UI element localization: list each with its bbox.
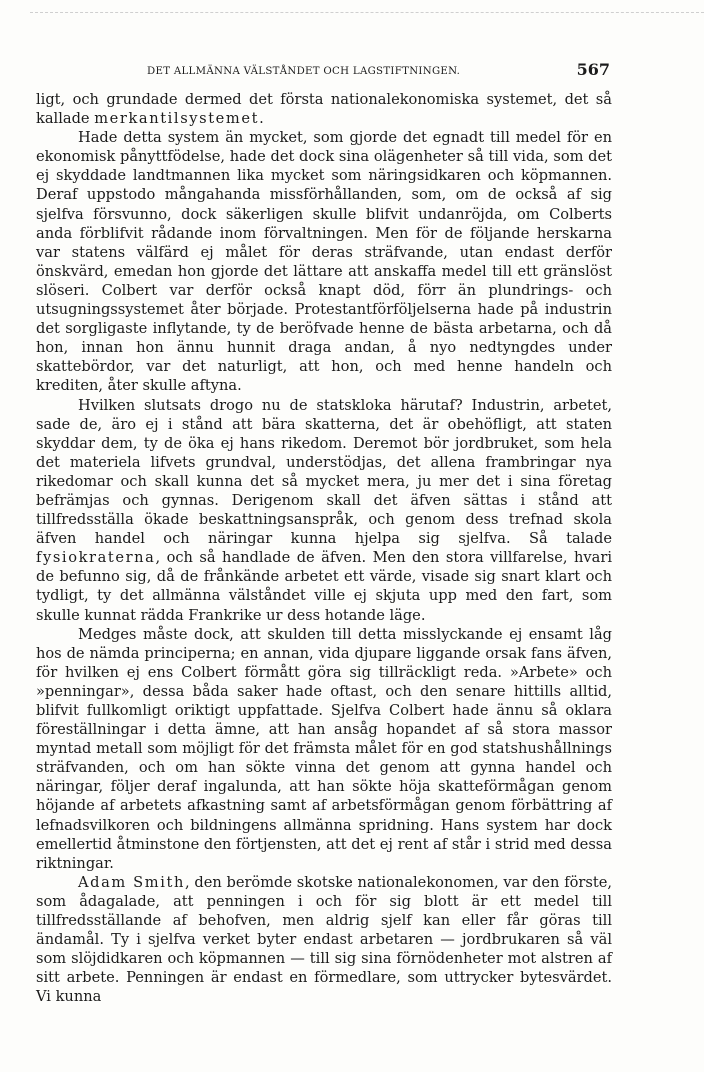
term-fysiokraterna: fysiokraterna	[36, 549, 156, 567]
text-run: .	[259, 110, 264, 128]
text-run: Hvilken slutsats drogo nu de statskloka härutaf? Industrin, arbetet, sade de, äro ej i stånd att bära skatterna, det är obehöfligt, att staten skyddar dem, ty de öka ej hans rikedom. Deremot bör jordbruket, som hela det materiela lifvets grundval, understödjas, det allena frambringar nya rikedomar och skall kunna det så mycket mera, ju mer det i sina företag befrämjas och gynnas. Derigenom skall det äfven sättas i stånd att tillfredsställa ökade beskattningsanspråk, och genom dess trefnad skola äfven handel och näringar kunna hjelpa sig sjelfva. Så talade	[36, 396, 612, 548]
text-run: , och så handlade de äfven. Men den stora villfarelse, hvari de befunno sig, då de frånkände arbetet ett värde, visade sig snart klart och tydligt, ty det allmänna välståndet ville ej skjuta upp med den fart, som skulle kunnat rädda Frankrike ur dess hotande läge.	[36, 549, 612, 624]
text-run: Hade detta system än mycket, som gjorde det egnadt till medel för en ekonomisk pånyttfödelse, hade det dock sina olägenheter så till vida, som det ej skyddade landtmannen lika mycket som näringsidkaren och köpmannen. Deraf uppstodo mångahanda missförhållanden, som, om de också af sig sjelfva försvunno, dock säkerligen skulle blifvit undanröjda, om Colberts anda förblifvit rådande inom förvaltningen. Men för de följande herskarna var statens välfärd ej målet för deras sträfvande, utan endast derför önskvärd, emedan hon gjorde det lättare att anskaffa medel till ett gränslöst slöseri. Colbert var derför också knapt död, förr än plundrings- och utsugningssystemet åter började. Protestantförföljelserna hade på industrin det sorgligaste inflytande, ty de beröfvade henne de bästa arbetarna, och då hon, innan hon ännu hunnit draga andan, å nyo nedtyngdes under skattebördor, var det naturligt, att hon, och med henne handeln och krediten, åter skulle aftyna.	[36, 129, 612, 395]
paragraph-5	[36, 873, 612, 1007]
scan-edge-line	[30, 12, 704, 13]
paragraph-3	[36, 396, 612, 625]
body-text	[36, 90, 612, 1007]
paragraph-1	[36, 90, 612, 128]
paragraph-4	[36, 625, 612, 873]
page-number: 567	[576, 60, 610, 79]
text-run: , den berömde skotske nationalekonomen, var den förste, som ådagalade, att penningen i och för sig blott är ett medel till tillfredsställande af behofven, men aldrig sjelf kan eller får göras till ändamål. Ty i sjelfva verket byter endast arbetaren — jordbrukaren så väl som slöjdidkaren och köpmannen — till sig sina förnödenheter mot alstren af sitt arbete. Penningen är endast en förmedlare, som uttrycker bytesvärdet. Vi kunna	[36, 873, 612, 1006]
term-merkantilsystemet: merkantilsystemet	[94, 110, 260, 128]
paragraph-2	[36, 128, 612, 395]
page-header	[37, 62, 612, 82]
text-run: Medges måste dock, att skulden till detta misslyckande ej ensamt låg hos de nämda principerna; en annan, vida djupare liggande orsak fans äfven, för hvilken ej ens Colbert förmått göra sig tillräckligt reda. »Arbete» och »penningar», dessa båda saker hade oftast, och den senare hittills alltid, blifvit fullkomligt oriktigt uppfattade. Sjelfva Colbert hade ännu så oklara föreställningar i detta ämne, att han ansåg hopandet af så stora massor myntad metall som möjligt för det främsta målet för en god statshushållnings sträfvanden, och om han sökte vinna det genom att gynna handel och näringar, följer deraf ingalunda, att han sökte höja skatteförmågan genom höjande af arbetets afkastning samt af arbetsförmågan genom förbättring af lefnadsvilkoren och bildningens allmänna spridning. Hans system har dock emellertid åtminstone den förtjensten, att det ej rent af står i strid med dessa riktningar.	[36, 625, 612, 872]
text-run: ligt, och grundade dermed det första nationalekonomiska systemet, det så kallade	[36, 91, 612, 128]
running-head: DET ALLMÄNNA VÄLSTÅNDET OCH LAGSTIFTNINGEN.	[147, 66, 461, 77]
name-adam-smith: Adam Smith	[78, 873, 185, 891]
